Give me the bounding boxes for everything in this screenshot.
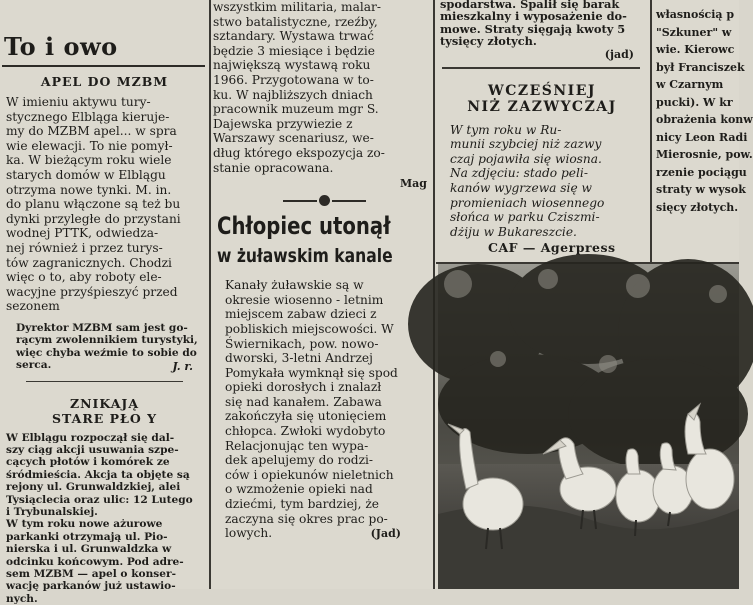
text-line: lowych. xyxy=(225,526,273,541)
signature-mag: Mag xyxy=(400,177,427,191)
text-line: dziećmi, tym bardziej, że xyxy=(225,497,379,512)
article-heading-znikaja-1: ZNIKAJĄ xyxy=(69,395,140,411)
caption-line: W tym roku w Ru- xyxy=(450,122,562,137)
text-line: okresie wiosenno - letnim xyxy=(225,292,384,307)
text-line: będzie 3 miesiące i będzie xyxy=(213,43,375,58)
text-line: i Trybunalskiej. xyxy=(6,505,98,518)
text-line: opieki dorosłych i znalazł xyxy=(225,380,382,395)
ornament-divider xyxy=(213,192,431,210)
text-line: starych domów w Elblągu xyxy=(6,167,166,182)
text-line: W Elblągu rozpoczął się dal- xyxy=(6,431,175,444)
caption-line: dżiju w Bukareszcie. xyxy=(450,224,577,239)
pelicans-photo xyxy=(438,264,739,589)
text-line: nych. xyxy=(6,592,38,605)
text-line: więc o to, aby roboty ele- xyxy=(6,270,162,285)
headline-chlopiec-2: w żuławskim kanale xyxy=(217,245,393,268)
text-line: dworski, 3-letni Andrzej xyxy=(225,351,373,366)
text-line: ku. W najbliższych dniach xyxy=(213,87,373,102)
signature-jad-small: (jad) xyxy=(604,47,634,61)
text-line: Dajewska przywiezie z xyxy=(213,116,353,131)
text-line: wodnej PTTK, odwiedza- xyxy=(6,226,159,241)
text-line: dynki przyległe do przystani xyxy=(6,211,181,226)
text-line: Warszawy scenariusz, we- xyxy=(213,131,374,146)
section-title: To i owo xyxy=(4,32,118,61)
text-line: W tym roku nowe ażurowe xyxy=(6,518,163,531)
text-line: śródmieścia. Akcja ta objęte są xyxy=(6,468,190,481)
text-line: Mierosnie, pow. xyxy=(656,148,753,161)
caption-line: munii szybciej niż zazwy xyxy=(450,137,602,152)
article-body-znikaja xyxy=(6,432,203,605)
caption-line: słońca w parku Cziszmi- xyxy=(450,210,600,225)
caption-line: promieniach wiosennego xyxy=(450,195,605,210)
text-line: parkanki otrzymają ul. Pio- xyxy=(6,530,168,543)
column-to-i-owo xyxy=(0,0,207,605)
photo-credit: CAF — Agerpress xyxy=(488,240,616,256)
text-line: w Czarnym xyxy=(656,78,724,91)
text-line: wie elewacji. To nie pomył- xyxy=(6,138,173,153)
text-line: rejony ul. Grunwaldzkiej, alei xyxy=(6,481,181,494)
text-line: nej również i przez turys- xyxy=(6,240,163,255)
text-line: odcinku końcowym. Pod adre- xyxy=(6,555,184,568)
text-line: straty w wysok xyxy=(656,183,746,196)
text-line: obrażenia konw xyxy=(656,113,753,126)
article-heading-apel: APEL DO MZBM xyxy=(40,74,169,89)
headline-wczesniej-2: NIŻ ZAZWYCZAJ xyxy=(467,98,617,115)
article-heading-znikaja-2: STARE PŁO Y xyxy=(51,410,158,426)
note-line: więc chyba weźmie to sobie do xyxy=(16,346,197,359)
note-line: serca. xyxy=(16,359,52,372)
text-line: Tysiąclecia oraz ulic: 12 Lutego xyxy=(6,493,193,506)
headline-chlopiec-1: Chłopiec utonął xyxy=(217,212,391,241)
text-line: spodarstwa. Spalił się barak xyxy=(440,0,620,11)
article-body-apel xyxy=(6,95,203,314)
text-line: dług którego ekspozycja zo- xyxy=(213,145,385,160)
article-body-szkuner xyxy=(652,6,753,216)
text-line: był Franciszek xyxy=(656,60,745,74)
text-line: stycznego Elbląga kieruje- xyxy=(6,109,170,124)
text-line: pobliskich miejscowości. W xyxy=(225,321,394,336)
text-line: Pomykała wymknął się spod xyxy=(225,365,398,380)
text-line: do planu włączone są też bu xyxy=(6,197,181,212)
text-line: "Szkuner" w xyxy=(656,25,732,39)
text-line: pracownik muzeum mgr S. xyxy=(213,102,379,117)
text-line: otrzyma nowe tynki. M. in. xyxy=(6,182,172,197)
text-line: tysięcy złotych. xyxy=(440,34,537,49)
divider xyxy=(26,381,183,382)
text-line: Relacjonując ten wypa- xyxy=(225,438,369,453)
article-body-chlopiec xyxy=(213,278,431,541)
column-rule xyxy=(209,0,211,589)
text-line: sztandary. Wystawa trwać xyxy=(213,29,374,44)
text-line: wację parkanów już ustawio- xyxy=(6,580,176,593)
text-line: stanie opracowana. xyxy=(213,160,334,175)
text-line: W imieniu aktywu tury- xyxy=(6,95,151,109)
text-line: ców i opiekunów nieletnich xyxy=(225,467,394,482)
text-line: mowe. Straty sięgają kwoty 5 xyxy=(440,21,626,36)
text-line: chłopca. Zwłoki wydobyto xyxy=(225,424,386,439)
divider xyxy=(442,67,640,69)
column-szkuner xyxy=(652,0,753,262)
text-line: największą wystawą roku xyxy=(213,58,371,73)
text-line: Świernikach, pow. nowo- xyxy=(225,336,379,351)
signature-jad: (Jad) xyxy=(370,526,401,540)
text-line: się nad kanałem. Zabawa xyxy=(225,394,382,409)
caption-line: czaj pojawiła się wiosna. xyxy=(450,151,602,166)
caption-line: Na zdjęciu: stado peli- xyxy=(450,166,588,181)
text-line: zakończyła się utonięciem xyxy=(225,409,387,424)
text-line: mieszkalny i wyposażenie do- xyxy=(440,9,627,24)
note-line: rącym zwolennikiem turystyki, xyxy=(16,334,198,347)
text-line: wszystkim militaria, malar- xyxy=(213,0,381,14)
text-line: sezonem xyxy=(6,299,60,314)
text-line: 1966. Przygotowana w to- xyxy=(213,72,374,87)
text-line: sem MZBM — apel o konser- xyxy=(6,568,176,580)
text-line: Kanały żuławskie są w xyxy=(225,278,364,293)
text-line: tów zagranicznych. Chodzi xyxy=(6,255,172,270)
text-line: cących płotów i komórek ze xyxy=(6,456,170,469)
text-line: stwo batalistyczne, rzeźby, xyxy=(213,14,378,29)
text-line: własnością p xyxy=(656,8,735,21)
text-line: o wzmożenie opieki nad xyxy=(225,482,373,497)
text-line: nicy Leon Radi xyxy=(656,130,748,144)
article-body-pozar xyxy=(436,0,648,48)
text-line: wacyjne przyśpieszyć przed xyxy=(6,284,178,299)
text-line: my do MZBM apel... w spra xyxy=(6,124,177,139)
text-line: pucki). W kr xyxy=(656,95,733,109)
text-line: nierska i ul. Grunwaldzka w xyxy=(6,543,172,556)
caption-line: kanów wygrzewa się w xyxy=(450,181,592,195)
headline-wczesniej-1: WCZEŚNIEJ xyxy=(487,82,596,99)
article-body-wystawa xyxy=(213,0,431,175)
pelicans-image xyxy=(438,264,739,589)
text-line: miejscem zabaw dzieci z xyxy=(225,307,377,322)
text-line: ka. W bieżącym roku wiele xyxy=(6,153,172,168)
text-line: szy ciąg akcji usuwania szpe- xyxy=(6,443,179,456)
text-line: sięcy złotych. xyxy=(656,200,739,214)
photo-caption xyxy=(436,123,648,240)
text-line: dek apelujemy do rodzi- xyxy=(225,453,374,468)
text-line: wie. Kierowc xyxy=(656,43,735,56)
text-line: zaczyna się okres prac po- xyxy=(225,511,388,526)
text-line: rzenie pociągu xyxy=(656,165,747,179)
column-wczesniej xyxy=(436,0,648,262)
column-chlopiec xyxy=(213,0,431,589)
signature-apel: J. r. xyxy=(172,359,193,373)
note-line: Dyrektor MZBM sam jest go- xyxy=(16,321,188,334)
